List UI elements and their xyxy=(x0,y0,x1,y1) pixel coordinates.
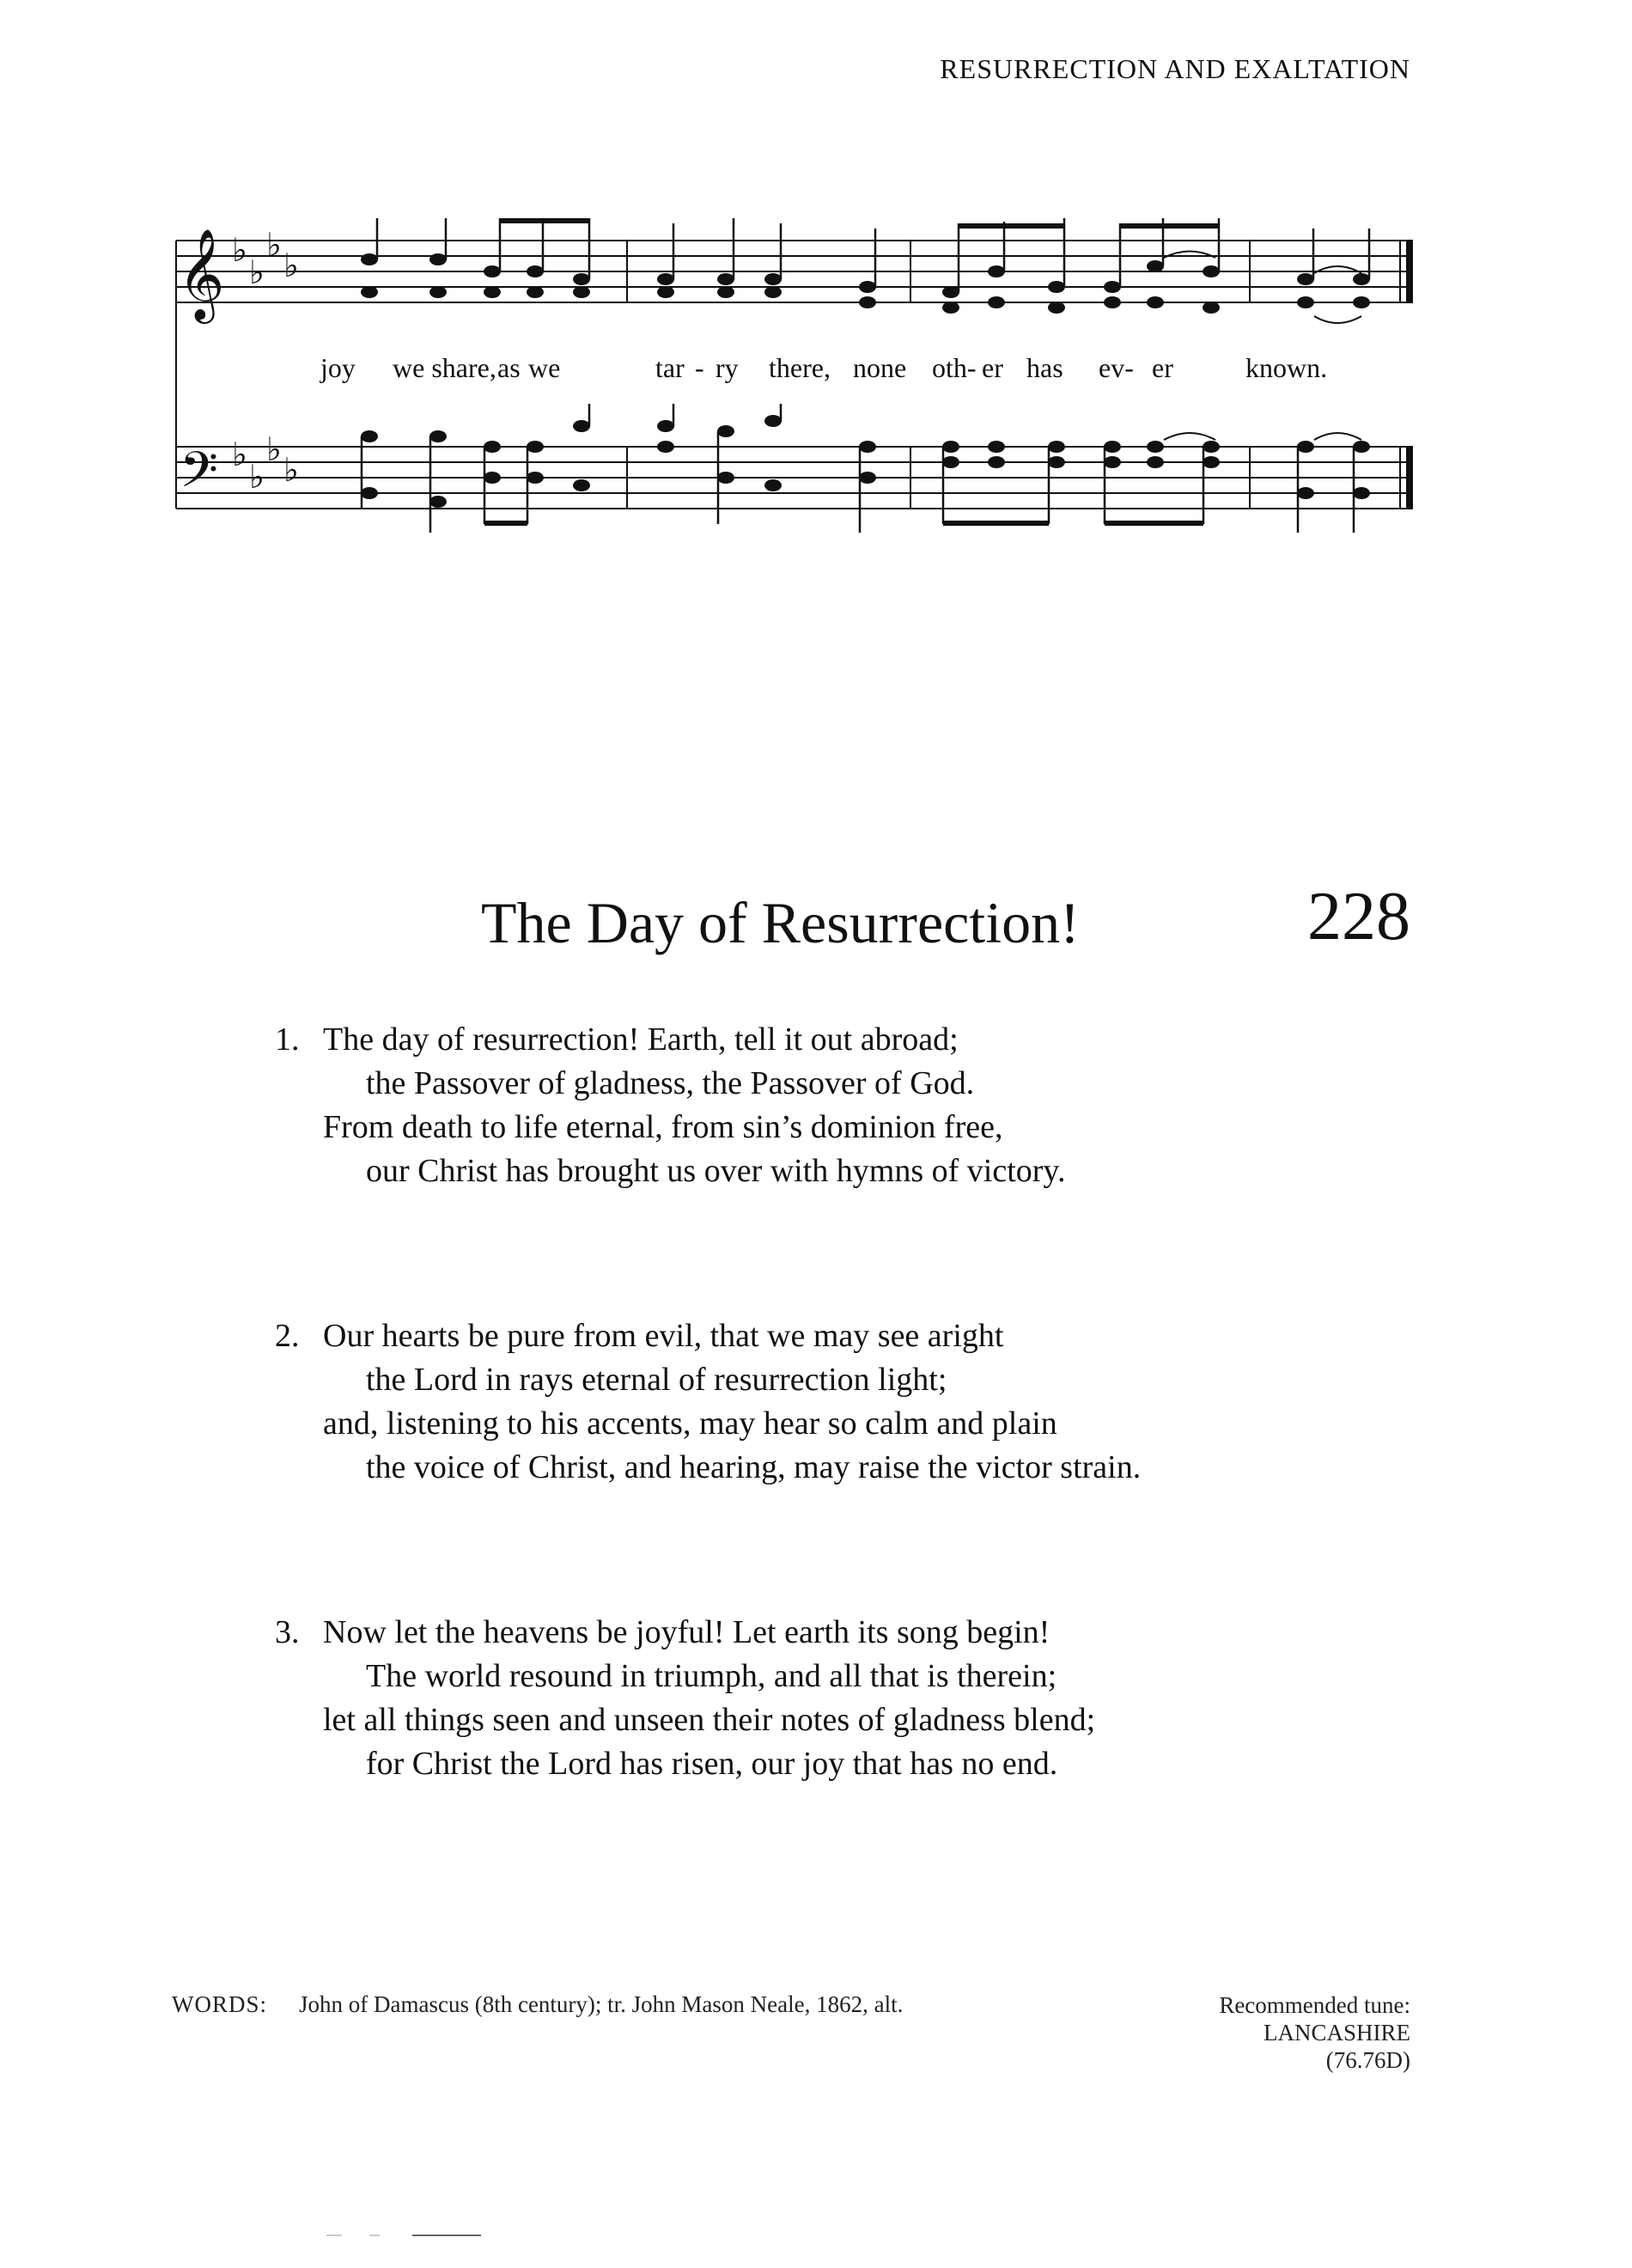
words-credit: John of Damascus (8th century); tr. John Mason Neale, 1862, alt. xyxy=(299,1991,904,2017)
stanza-line: From death to life eternal, from sin’s dominion free, xyxy=(323,1109,1003,1145)
lyric-syllable: ev- xyxy=(1099,352,1134,383)
words-label: WORDS: xyxy=(172,1991,268,2017)
lyric-syllable: oth- xyxy=(932,352,977,383)
svg-text:♭: ♭ xyxy=(249,458,265,496)
stanza-2 xyxy=(275,1314,1391,1490)
stanza-line: the Lord in rays eternal of resurrection light; xyxy=(366,1362,947,1398)
treble-clef-icon: 𝄞 xyxy=(178,228,225,320)
hymn-title: The Day of Resurrection! xyxy=(481,890,1080,955)
bass-clef-icon: 𝄢 xyxy=(180,441,219,511)
recommended-tune xyxy=(1219,1991,1410,2074)
stanza-number: 3. xyxy=(275,1614,300,1650)
stanza-number: 1. xyxy=(275,1021,300,1058)
stanza-line: The world resound in triumph, and all that is therein; xyxy=(366,1658,1057,1694)
ties xyxy=(1164,252,1361,441)
stanza-line: the Passover of gladness, the Passover of God. xyxy=(366,1065,975,1101)
score-svg xyxy=(167,206,1422,567)
music-lyrics xyxy=(167,352,1422,387)
lyric-syllable: tar xyxy=(655,352,685,383)
stanza-line: and, listening to his accents, may hear so calm and plain xyxy=(323,1405,1057,1442)
tune-name: LANCASHIRE xyxy=(1263,2020,1410,2045)
svg-text:♭: ♭ xyxy=(232,436,247,473)
stanza-number: 2. xyxy=(275,1318,300,1354)
stanza-line: for Christ the Lord has risen, our joy that has no end. xyxy=(366,1746,1058,1782)
lyric-syllable: - xyxy=(695,352,704,383)
running-head: RESURRECTION AND EXALTATION xyxy=(940,53,1410,84)
lyric-syllable: as xyxy=(497,352,521,383)
svg-text:♭: ♭ xyxy=(266,226,282,264)
stanza-line: The day of resurrection! Earth, tell it out abroad; xyxy=(323,1021,959,1058)
lyric-syllable: ry xyxy=(716,352,739,383)
stanza-line: the voice of Christ, and hearing, may raise the victor strain. xyxy=(366,1449,1142,1485)
stanza-line: let all things seen and unseen their notes of gladness blend; xyxy=(323,1702,1096,1738)
lyric-syllable: known. xyxy=(1245,352,1328,383)
lyric-syllable: we xyxy=(528,352,561,383)
lyric-syllable: we share, xyxy=(393,352,496,383)
stanza-line: Our hearts be pure from evil, that we may see aright xyxy=(323,1318,1004,1354)
hymn-number: 228 xyxy=(1307,879,1410,954)
tune-meter: (76.76D) xyxy=(1325,2047,1410,2073)
lyric-syllable: er xyxy=(1152,352,1173,383)
stanza-3 xyxy=(275,1611,1391,1786)
stanza-line: Now let the heavens be joyful! Let earth its song begin! xyxy=(323,1614,1050,1650)
lyric-syllable: joy xyxy=(320,352,356,383)
lyric-syllable: er xyxy=(982,352,1003,383)
svg-text:♭: ♭ xyxy=(283,451,299,489)
stanza-1 xyxy=(275,1018,1391,1193)
lyric-syllable: has xyxy=(1026,352,1063,383)
svg-text:♭: ♭ xyxy=(249,253,265,291)
bass-stems xyxy=(362,404,1354,533)
tune-label: Recommended tune: xyxy=(1219,1992,1410,2018)
svg-text:♭: ♭ xyxy=(232,231,247,269)
svg-text:♭: ♭ xyxy=(283,247,299,284)
lyric-syllable: none xyxy=(853,352,907,383)
stanza-line: our Christ has brought us over with hymns of victory. xyxy=(366,1153,1066,1189)
lyric-syllable: there, xyxy=(769,352,831,383)
music-score xyxy=(167,206,1422,567)
svg-text:♭: ♭ xyxy=(266,430,282,468)
scan-artifact xyxy=(326,2234,481,2237)
